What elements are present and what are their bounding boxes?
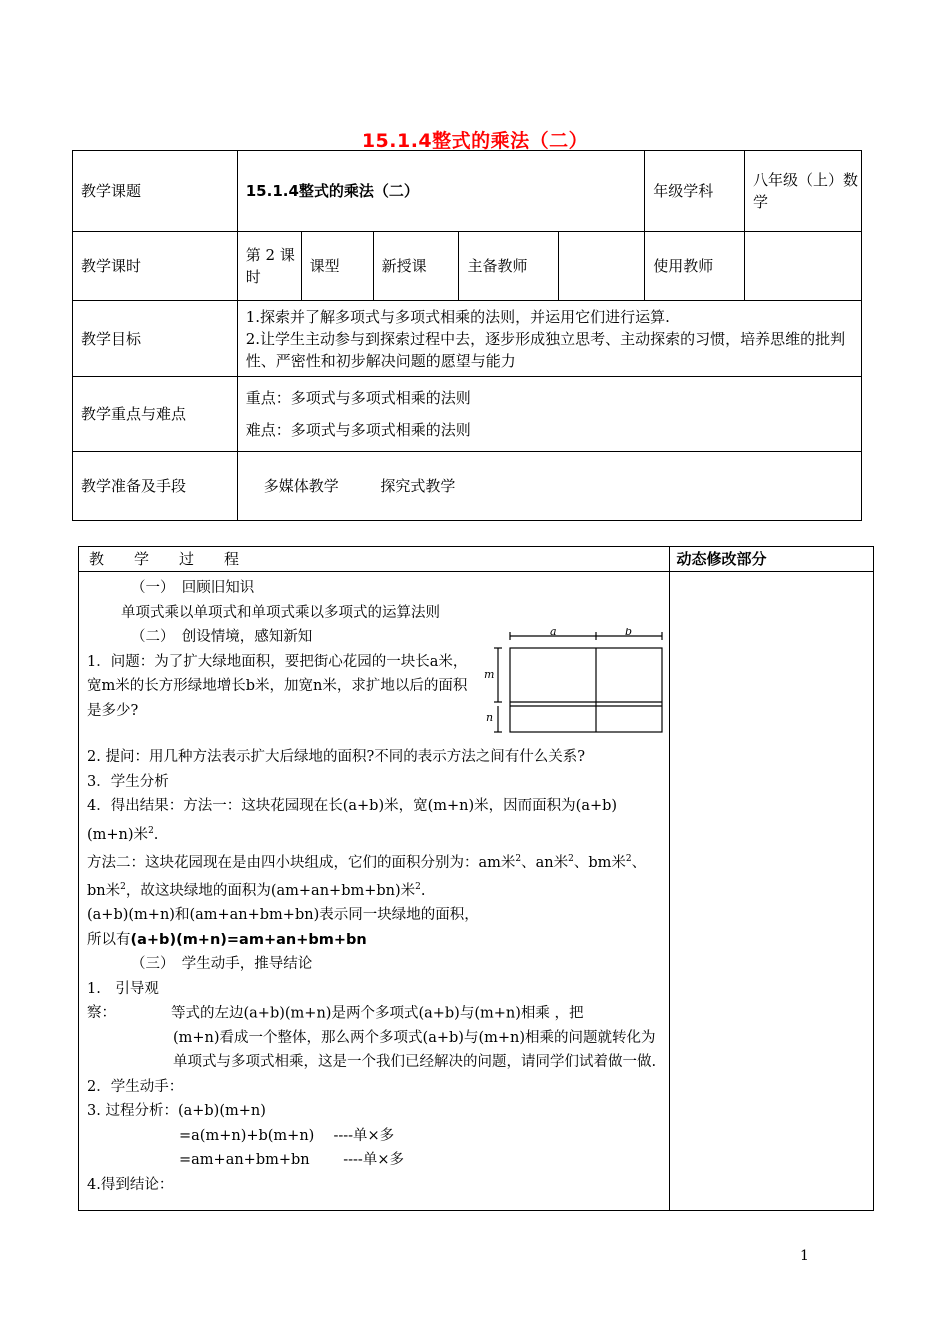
user-label: 使用教师 — [645, 232, 745, 301]
result-method-1: 4．得出结果：方法一：这块花园现在长(a+b)米，宽(m+n)米，因而面积为(a+b)(m+n)米$^2$. — [87, 798, 618, 843]
section-1-title: （一） 回顾旧知识 — [131, 580, 255, 596]
period-label: 教学课时 — [73, 232, 238, 301]
dynamic-header: 动态修改部分 — [670, 547, 874, 572]
step-3-line-1: =a(m+n)+b(m+n) ----单×多 — [179, 1127, 395, 1144]
question-1: 1．问题：为了扩大绿地面积，要把街心花园的一块长a米，宽m米的长方形绿地增长b米，加宽n米，求扩地以后的面积是多少? — [87, 653, 468, 719]
process-table — [78, 546, 874, 1211]
step-3: 3. 过程分析：(a+b)(m+n) — [87, 1103, 266, 1120]
section-3-title: （三） 学生动手，推导结论 — [131, 956, 313, 973]
teacher-label: 主备教师 — [459, 232, 559, 301]
page-title: 15.1.4整式的乘法（二） — [361, 130, 589, 152]
prep-label: 教学准备及手段 — [73, 452, 238, 521]
question-3: 3．学生分析 — [87, 773, 169, 790]
dynamic-content — [670, 572, 874, 1211]
observation-rest: (m+n)看成一个整体，那么两个多项式(a+b)与(m+n)相乘的问题就转化为单项式与多项式相乘，这是一个我们已经解决的问题，请同学们试着做一做. — [173, 1029, 657, 1071]
prep-value-2: 探究式教学 — [380, 477, 456, 495]
type-label: 课型 — [301, 232, 373, 301]
section-2-title: （二） 创设情境，感知新知 — [131, 629, 313, 645]
label-a: a — [550, 628, 557, 638]
conclusion-line: 所以有(a+b)(m+n)=am+an+bm+bn — [87, 931, 367, 948]
period-value: 第 2 课时 — [237, 232, 301, 301]
goal-1: 1.探索并了解多项式与多项式相乘的法则，并运用它们进行运算. — [245, 307, 670, 326]
topic-value: 15.1.4整式的乘法（二） — [237, 151, 644, 232]
conclusion-formula: (a+b)(m+n)=am+an+bm+bn — [130, 931, 367, 948]
result-method-2: 方法二：这块花园现在是由四小块组成，它们的面积分别为：am米$^2$、an米$^2$、bm米$^2$、bn米$^2$，故这块绿地的面积为(am+an+bm+bn)米$^2$. — [87, 853, 647, 899]
step-4: 4.得到结论： — [87, 1176, 174, 1193]
grade-value: 八年级（上）数学 — [745, 151, 862, 232]
focus-label: 教学重点与难点 — [73, 377, 238, 452]
label-m: m — [484, 668, 495, 681]
label-n: n — [486, 711, 494, 724]
user-value — [745, 232, 862, 301]
question-2: 2. 提问：用几种方法表示扩大后绿地的面积?不同的表示方法之间有什么关系? — [87, 749, 585, 765]
goal-2: 2.让学生主动参与到探索过程中去，逐步形成独立思考、主动探索的习惯，培养思维的批判性、严密性和初步解决问题的愿望与能力 — [245, 329, 846, 370]
prep-value-1: 多媒体教学 — [263, 477, 339, 495]
focus-key: 重点：多项式与多项式相乘的法则 — [245, 389, 471, 407]
teacher-value — [559, 232, 645, 301]
lesson-info-table — [72, 150, 862, 521]
step-2: 2．学生动手： — [87, 1078, 184, 1095]
topic-label: 教学课题 — [73, 151, 238, 232]
focus-difficult: 难点：多项式与多项式相乘的法则 — [245, 421, 471, 439]
label-b: b — [625, 628, 633, 638]
observation-first: 1. 引导观察： 等式的左边(a+b)(m+n)是两个多项式(a+b)与(m+n)相乘 ，把 — [87, 980, 584, 1022]
section-1-body: 单项式乘以单项式和单项式乘以多项式的运算法则 — [121, 604, 440, 621]
step-3-line-2: =am+an+bm+bn ----单×多 — [179, 1152, 404, 1169]
grade-label: 年级学科 — [645, 151, 745, 232]
process-header: 教 学 过 程 — [79, 547, 670, 572]
same-area-note: (a+b)(m+n)和(am+an+bm+bn)表示同一块绿地的面积， — [87, 907, 479, 924]
type-value: 新授课 — [373, 232, 459, 301]
goal-label: 教学目标 — [73, 301, 238, 377]
goal-content — [237, 301, 861, 377]
page-number: 1 — [800, 1248, 809, 1264]
prep-content — [237, 452, 861, 521]
area-diagram — [484, 628, 666, 738]
focus-content — [237, 377, 861, 452]
